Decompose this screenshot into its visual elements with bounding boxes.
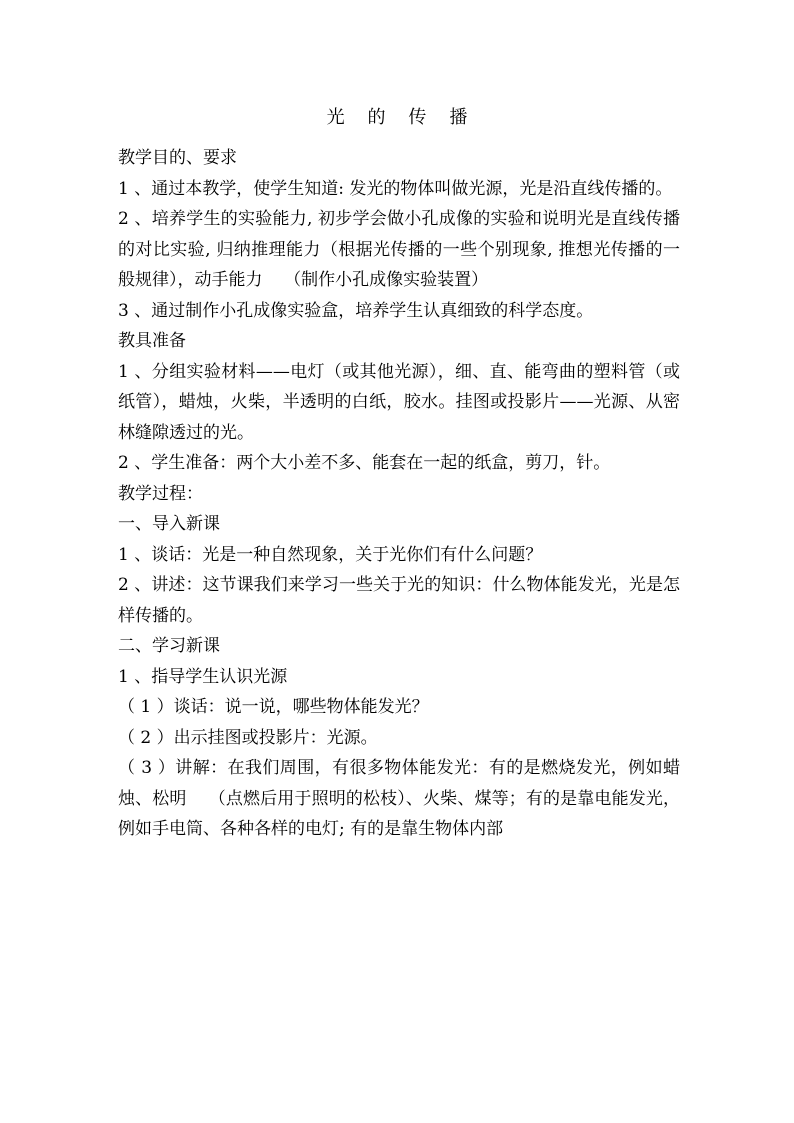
section-heading: 教学目的、要求: [118, 148, 237, 168]
paragraph: 1 、分组实验材料——电灯（或其他光源），细、直、能弯曲的塑料管（或纸管），蜡烛，火柴，半透明的白纸，胶水。挂图或投影片——光源、从密林缝隙透过的光。: [118, 361, 680, 443]
document-title: 光 的 传 播: [326, 107, 468, 128]
paragraph: 2 、培养学生的实验能力, 初步学会做小孔成像的实验和说明光是直线传播的对比实验, 归纳推理能力（根据光传播的一些个别现象, 推想光传播的一般规律），动手能力 （制作小孔成像实验装置）: [118, 209, 680, 290]
section-heading: 二、学习新课: [118, 636, 220, 656]
paragraph: （ 2 ）出示挂图或投影片：光源。: [118, 727, 378, 748]
section-heading: 教学过程：: [118, 483, 203, 504]
paragraph: 1 、谈话：光是一种自然现象，关于光你们有什么问题？: [118, 544, 543, 565]
paragraph: 1 、指导学生认识光源: [118, 666, 288, 687]
paragraph: 3 、通过制作小孔成像实验盒，培养学生认真细致的科学态度。: [118, 300, 594, 321]
section-heading: 一、导入新课: [118, 514, 220, 534]
document-body: [118, 143, 680, 845]
section-heading: 教具准备: [118, 331, 186, 351]
paragraph: 1 、通过本教学，使学生知道: 发光的物体叫做光源，光是沿直线传播的。: [118, 178, 673, 199]
paragraph: 2 、讲述：这节课我们来学习一些关于光的知识：什么物体能发光，光是怎样传播的。: [118, 575, 680, 626]
paragraph: 2 、学生准备：两个大小差不多、能套在一起的纸盒，剪刀，针。: [118, 453, 611, 473]
paragraph: （ 3 ）讲解：在我们周围，有很多物体能发光：有的是燃烧发光，例如蜡烛、松明 （点燃后用于照明的松枝）、火柴、煤等；有的是靠电能发光，例如手电筒、各种各样的电灯; 有的是靠生物体内部: [118, 758, 680, 839]
paragraph: （ 1 ）谈话：说一说，哪些物体能发光？: [118, 697, 429, 717]
